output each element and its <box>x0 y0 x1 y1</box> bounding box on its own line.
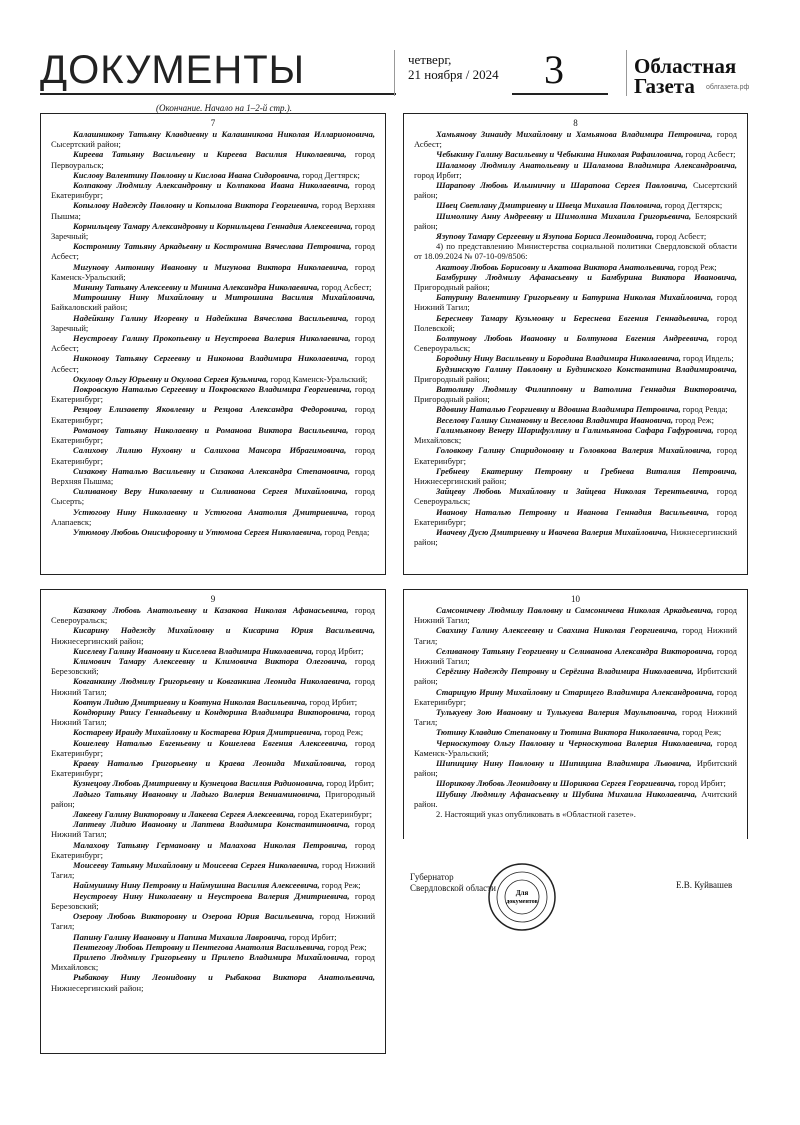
list-item <box>51 697 375 707</box>
page-section-number: 9 <box>210 594 216 604</box>
recipient-names: Копылову Надежду Павловну и Копылова Виктора Георгиевича, <box>73 200 320 211</box>
location: город Екатеринбург; <box>51 445 375 466</box>
weekday: четверг, <box>408 52 452 67</box>
signature-block <box>410 872 496 894</box>
recipient-names: Серёгину Надежду Петровну и Серёгина Владимира Николаевича, <box>436 666 694 677</box>
recipient-names: Язупову Тамару Сергеевну и Язупова Бориса Леонидовича, <box>436 231 655 242</box>
list-item <box>414 180 737 200</box>
location: город Реж; <box>322 727 364 738</box>
location: город Березовский; <box>51 890 375 911</box>
location: город Березовский; <box>51 656 375 677</box>
location: Нижнесергинский район; <box>51 982 144 993</box>
location: город Екатеринбург; <box>51 839 376 860</box>
list-item <box>51 445 375 465</box>
location: город Екатеринбург; <box>414 686 737 707</box>
location: город Ирбит; <box>313 645 364 656</box>
list-item <box>414 149 737 159</box>
location: город Верхняя Пышма; <box>51 200 375 221</box>
date: 21 ноября / 2024 <box>408 67 499 82</box>
recipient-names: Пентегову Любовь Петровну и Пентегова Анатолия Васильевича, <box>73 941 326 952</box>
list-item <box>414 404 737 414</box>
location: город Асбест; <box>51 353 375 374</box>
section-title: ДОКУМЕНТЫ <box>40 48 306 92</box>
recipient-names: Бородину Нину Васильевну и Бородина Владимира Николаевича, <box>436 353 681 364</box>
location: Пригородный район; <box>51 788 375 809</box>
recipient-names: Калашникову Татьяну Клавдиевну и Калашникова Николая Илларионовича, <box>73 129 375 139</box>
page-section-number: 7 <box>210 118 216 128</box>
page-number-underline <box>512 93 608 95</box>
list-item <box>51 384 375 404</box>
location: Сысертский район; <box>414 180 737 201</box>
document-page-7 <box>40 113 386 575</box>
recipient-names: Наймушину Нину Петровну и Наймушина Василия Алексеевича, <box>73 880 320 891</box>
location: город Нижний Тагил; <box>51 860 376 881</box>
list-item <box>414 727 737 737</box>
continuation-note: (Окончание. Начало на 1–2-й стр.). <box>156 103 292 113</box>
recipient-names: Шубину Людмилу Афанасьевну и Шубина Михаила Николаевича, <box>436 788 697 799</box>
recipient-names: Мигунову Антонину Ивановну и Мигунова Виктора Николаевича, <box>73 261 349 272</box>
list-item <box>414 486 737 506</box>
list-item <box>51 727 375 737</box>
location: город Реж; <box>680 727 722 738</box>
recipient-names: Шорикову Любовь Леонидовну и Шорикова Сергея Георгиевича, <box>436 778 677 789</box>
recipient-names: Свахину Галину Алексеевну и Свахина Николая Георгиевича, <box>436 625 678 636</box>
divider <box>394 50 395 96</box>
svg-text:документов: документов <box>506 899 538 905</box>
recipient-names: Гребневу Екатерину Петровну и Гребнева Виталия Петровича, <box>436 465 737 476</box>
recipient-names: Шипицину Нину Павловну и Шипицина Владимира Львовича, <box>436 758 692 769</box>
location: город Алапаевск; <box>51 506 375 527</box>
list-item <box>414 809 737 819</box>
list-item <box>51 911 375 931</box>
list-item <box>51 932 375 942</box>
recipient-names: Самсоничеву Людмилу Павловну и Самсоничева Николая Аркадьевича, <box>436 605 714 615</box>
recipient-names: Резцову Елизавету Яковлевну и Резцова Александра Федоровича, <box>73 404 348 415</box>
list-item <box>51 241 375 261</box>
location: город Нижний Тагил; <box>414 645 737 667</box>
list-item <box>414 160 737 180</box>
recipient-names: Будзинскую Галину Павловну и Будзинского Константина Владимировича, <box>436 363 737 374</box>
list-item <box>414 129 737 149</box>
recipient-names: Ладыго Татьяну Ивановну и Ладыго Валерия Вениаминовича, <box>73 788 321 799</box>
title-underline <box>40 93 396 95</box>
list-item <box>51 221 375 241</box>
recipient-names: Селиванову Татьяну Георгиевну и Селиванова Александра Викторовича, <box>436 645 714 656</box>
list-item <box>51 353 375 373</box>
location: город Реж; <box>675 261 717 272</box>
recipient-names: Тютину Клавдию Степановну и Тютина Виктора Николаевича, <box>436 727 681 738</box>
location: Нижнесергинский район; <box>414 526 738 548</box>
list-item <box>51 809 375 819</box>
recipient-names: Тулькуеву Зою Ивановну и Тулькуева Валерия Маультовича, <box>436 707 678 718</box>
list-item <box>414 313 737 333</box>
recipient-names: Корнильцеву Тамару Александровну и Корнильцева Геннадия Алексеевича, <box>73 220 353 231</box>
recipient-names: Старицую Ирину Михайловну и Старицего Владимира Александровича, <box>436 686 715 697</box>
location: город Михайловск; <box>414 424 737 446</box>
signer-role: Губернатор <box>410 872 454 882</box>
recipient-names: Неустроеву Нину Николаевну и Неустроева Валерия Дмитриевича, <box>73 890 350 901</box>
recipient-names: Озерову Любовь Викторовну и Озерова Юрия Васильевича, <box>73 911 315 922</box>
list-item <box>51 840 375 860</box>
recipient-names: Утюмову Любовь Онисифоровну и Утюмова Сергея Николаевича, <box>73 526 323 537</box>
recipient-names: Вдовину Наталью Георгиевну и Вдовина Владимира Петровича, <box>436 404 681 415</box>
list-item <box>414 687 737 707</box>
recipient-names: Краеву Наталью Григорьевну и Краева Леонида Михайловича, <box>73 758 347 769</box>
recipient-names: Костромину Татьяну Аркадьевну и Костромина Вячеслава Петровича, <box>73 241 352 252</box>
location: город Ирбит; <box>414 169 462 180</box>
page-section-number: 8 <box>573 118 578 128</box>
list-item <box>414 425 737 445</box>
list-item <box>51 262 375 282</box>
recipient-names: Кошелеву Наталью Евгеньевну и Кошелева Евгения Алексеевича, <box>73 737 348 748</box>
recipient-names: Салихову Лилию Нуховну и Салихова Мансора Ибрагимовича, <box>73 445 347 456</box>
list-item <box>51 758 375 778</box>
list-item <box>414 262 737 272</box>
list-item <box>414 384 737 404</box>
list-item <box>414 200 737 210</box>
location: Ирбитский район; <box>414 666 737 687</box>
location: город Полевской; <box>414 312 737 333</box>
recipient-names: Минину Татьяну Алексеевну и Минина Александра Николаевича, <box>73 282 320 293</box>
location: город Ревда; <box>680 404 728 415</box>
recipient-names: Иванову Наталью Петровну и Иванова Геннадия Васильевича, <box>436 506 710 517</box>
list-item <box>51 789 375 809</box>
list-item <box>414 507 737 527</box>
recipient-names: Окулову Ольгу Юрьевну и Окулова Сергея Кузьмича, <box>73 373 269 384</box>
location: город Екатеринбург; <box>51 404 375 425</box>
list-item <box>51 942 375 952</box>
recipient-names: Шимолину Анну Андреевну и Шимолина Михаила Григорьевича, <box>436 210 692 221</box>
location: город Сысерть; <box>51 486 375 507</box>
document-page-9 <box>40 589 386 1054</box>
location: город Североуральск; <box>51 605 375 626</box>
location: город Екатеринбург; <box>51 758 375 779</box>
location: 4) по представлению Министерства социальной политики Свердловской области от 18.09.2024 № 07-10-09/8506: <box>414 241 737 262</box>
recipient-names: Никонову Татьяну Сергеевну и Никонова Владимира Николаевича, <box>73 353 349 364</box>
list-item <box>414 364 737 384</box>
list-item <box>51 200 375 220</box>
recipient-names: Климович Тамару Алексеевну и Климовича Виктора Олеговича, <box>73 656 348 667</box>
list-item <box>414 241 737 261</box>
recipient-names: Неустроеву Галину Прокопьевну и Неустроева Валерия Николаевича, <box>73 333 351 344</box>
list-item <box>51 676 375 696</box>
list-item <box>51 129 375 149</box>
location: город Асбест; <box>319 282 372 293</box>
recipient-names: Романову Татьяну Николаевну и Романова Виктора Васильевича, <box>73 424 349 435</box>
location: город Каменск-Уральский; <box>414 737 737 758</box>
recipient-names: Кузнецову Любовь Дмитриевну и Кузнецова Василия Радионовича, <box>73 778 325 789</box>
page-section-number: 10 <box>571 594 580 604</box>
location: город Реж; <box>325 941 367 952</box>
brand-line-1: Областная <box>634 54 737 78</box>
list-item <box>414 292 737 312</box>
location: город Асбест; <box>51 333 375 354</box>
location: город Асбест; <box>683 149 736 160</box>
list-item <box>414 625 737 645</box>
list-item <box>51 605 375 625</box>
recipient-names: Киреева Татьяну Васильевну и Киреева Василия Николаевича, <box>73 149 347 160</box>
location: город Екатеринбург; <box>414 506 737 527</box>
signer-region: Свердловской области <box>410 883 496 893</box>
location: город Ирбит; <box>676 778 726 789</box>
list-item <box>414 778 737 788</box>
location: Ирбитский район; <box>414 758 737 779</box>
list-item <box>51 880 375 890</box>
location: город Нижний Тагил; <box>51 911 375 932</box>
list-item <box>414 466 737 486</box>
recipient-names: Кондюрину Раису Геннадьевну и Кондюрина Владимира Викторовича, <box>73 707 351 718</box>
location: город Ирбит; <box>307 696 358 707</box>
recipient-names: Зайцеву Любовь Михайловну и Зайцева Николая Терентьевича, <box>436 486 709 497</box>
recipient-names: Колпакову Людмилу Александровну и Колпакова Ивана Николаевича, <box>73 180 350 191</box>
signer-name: Е.В. Куйвашев <box>676 880 733 890</box>
recipient-names: Малахову Татьяну Германовну и Малахова Николая Петровича, <box>73 839 348 850</box>
recipient-names: Чебыкину Галину Васильевну и Чебыкина Николая Рафаиловича, <box>436 149 684 160</box>
recipient-names: Митрошину Нину Михайловну и Митрошина Василия Михайловича, <box>73 292 375 303</box>
list-item <box>51 466 375 486</box>
location: город Асбест; <box>414 129 738 150</box>
recipient-names: Черноскутову Ольгу Павловну и Черноскутова Валерия Николаевича, <box>436 737 713 748</box>
location: город Екатеринбург; <box>51 180 375 201</box>
issue-date <box>408 52 499 82</box>
location: город Асбест; <box>654 231 707 242</box>
seal-text: Для <box>515 889 529 897</box>
recipient-names: Покровскую Наталью Сергеевну и Покровского Владимира Георгиевича, <box>73 384 352 395</box>
location: Нижнесергинский район; <box>51 635 144 646</box>
location: город Нижний Тагил; <box>414 292 737 313</box>
location: город Заречный; <box>51 220 375 242</box>
divider <box>626 50 627 96</box>
recipient-names: Устюгову Нину Николаевну и Устюгова Анатолия Дмитриевича, <box>73 506 349 517</box>
location: город Заречный; <box>51 312 375 333</box>
list-item <box>51 374 375 384</box>
location: город Асбест; <box>51 241 375 262</box>
list-item <box>414 415 737 425</box>
recipient-names: Швец Светлану Дмитриевну и Швеца Михаила Павловича, <box>436 200 663 211</box>
page-number: 3 <box>544 47 564 92</box>
location: город Североуральск; <box>414 486 738 507</box>
list-item <box>51 891 375 911</box>
list-item <box>51 180 375 200</box>
recipient-names: Хамьянову Зинаиду Михайловну и Хамьянова Владимира Петровича, <box>436 129 713 139</box>
location: город Екатеринбург; <box>414 445 738 466</box>
recipient-names: Киселеву Галину Ивановну и Киселева Владимира Николаевича, <box>73 645 314 656</box>
location: город Верхняя Пышма; <box>51 465 375 486</box>
location: город Нижний Тагил; <box>414 605 737 626</box>
list-item <box>51 425 375 445</box>
recipient-names: Головкову Галину Спиридоновну и Головкова Валерия Михайловича, <box>436 445 712 456</box>
location: город Ревда; <box>322 526 370 537</box>
list-item <box>414 445 737 465</box>
location: Пригородный район; <box>414 394 490 405</box>
recipient-names: Болтунову Любовь Ивановну и Болтунова Евгения Андреевича, <box>436 333 710 344</box>
list-item <box>51 952 375 972</box>
list-item <box>51 404 375 424</box>
list-item <box>414 527 737 547</box>
recipient-names: Лакееву Галину Викторовну и Лакеева Сергея Алексеевича, <box>73 809 296 820</box>
location: город Североуральск; <box>414 333 737 354</box>
recipient-names: Акатову Любовь Борисовну и Акатова Виктора Анатольевича, <box>436 261 676 272</box>
location: Ачитский район. <box>414 788 738 809</box>
list-item <box>414 605 737 625</box>
list-item <box>51 860 375 880</box>
list-item <box>51 292 375 312</box>
location: город Первоуральск; <box>51 149 375 170</box>
official-seal <box>487 862 557 932</box>
recipient-names: Ватолину Людмилу Филипповну и Ватолина Геннадия Викторовича, <box>436 384 737 395</box>
list-item <box>51 527 375 537</box>
recipient-names: Костареву Ираиду Михайловну и Костарева Юрия Дмитриевича, <box>73 727 323 738</box>
location: город Нижний Тагил; <box>414 625 737 646</box>
location: Сысертский район; <box>51 139 121 150</box>
list-item <box>51 707 375 727</box>
location: город Дегтярск; <box>300 169 360 180</box>
location: город Михайловск; <box>51 951 375 973</box>
list-item <box>51 149 375 169</box>
location: Белоярский район; <box>414 210 737 231</box>
list-item <box>414 211 737 231</box>
location: 2. Настоящий указ опубликовать в «Областной газете». <box>436 809 636 820</box>
list-item <box>51 738 375 758</box>
recipient-names: Галимьянову Венеру Шарифуллину и Галимьянова Сафара Гафуровича, <box>436 424 714 435</box>
list-item <box>414 333 737 353</box>
list-item <box>51 282 375 292</box>
location: город Нижний Тагил; <box>51 819 375 840</box>
recipient-names: Надейкину Галину Игоревну и Надейкина Вячеслава Васильевича, <box>73 312 349 323</box>
recipient-names: Кисарину Надежду Михайловну и Кисарина Юрия Васильевича, <box>73 625 375 636</box>
brand-url: облгазета.рф <box>706 84 750 91</box>
recipient-names: Ковганкину Людмилу Григорьевну и Ковганкина Леонида Николаевича, <box>73 676 351 687</box>
recipient-names: Ивачеву Дусю Дмитриевну и Ивачева Валерия Михайловича, <box>436 526 669 537</box>
recipient-names: Силиванову Веру Николаевну и Силиванова Сергея Михайловича, <box>73 486 348 497</box>
location: город Реж; <box>673 414 715 425</box>
list-item <box>51 486 375 506</box>
location: город Нижний Тагил; <box>414 707 737 728</box>
list-item <box>51 819 375 839</box>
list-item <box>51 507 375 527</box>
list-item <box>414 758 737 778</box>
recipient-names: Ковтун Лидию Дмитриевну и Ковтуна Николая Васильевича, <box>73 696 308 707</box>
list-item <box>51 656 375 676</box>
recipient-names: Веселову Галину Симановну и Веселова Владимира Ивановича, <box>436 414 674 425</box>
list-item <box>414 738 737 758</box>
location: город Нижний Тагил; <box>51 676 376 697</box>
recipient-names: Кислову Валентину Павловну и Кислова Ивана Сидоровича, <box>73 169 301 180</box>
location: город Реж; <box>319 880 361 891</box>
location: Пригородный район; <box>414 282 490 293</box>
recipient-names: Бамбурину Людмилу Афанасьевну и Бамбурина Виктора Ивановича, <box>436 271 737 282</box>
recipient-names: Моисееву Татьяну Михайловну и Моисеева Сергея Николаевича, <box>73 860 320 871</box>
recipient-names: Шарапову Любовь Ильиничну и Шарапова Сергея Павловича, <box>436 180 688 191</box>
location: город Екатеринбург; <box>295 809 372 820</box>
list-item <box>414 272 737 292</box>
recipient-names: Рыбакову Нину Леонидовну и Рыбакова Виктора Анатольевича, <box>73 972 375 983</box>
recipient-names: Казакову Любовь Анатольевну и Казакова Николая Афанасьевича, <box>73 605 349 615</box>
list-item <box>414 231 737 241</box>
location: Байкаловский район; <box>51 302 128 313</box>
document-page-8 <box>403 113 748 575</box>
recipient-names: Лаптеву Лидию Ивановну и Лаптева Владимира Константиновича, <box>73 819 351 830</box>
location: город Дегтярск; <box>662 200 723 211</box>
location: Пригородный район; <box>414 373 490 384</box>
location: Нижнесергинский район; <box>414 475 507 486</box>
location: город Нижний Тагил; <box>51 707 375 728</box>
list-item <box>51 778 375 788</box>
list-item <box>51 646 375 656</box>
list-item <box>414 646 737 666</box>
list-item <box>51 625 375 645</box>
brand-line-2: Газета <box>634 74 695 98</box>
recipient-names: Папину Галину Ивановну и Папина Михаила Лавровича, <box>73 931 287 942</box>
document-page-10 <box>403 589 748 839</box>
location: город Екатеринбург; <box>51 737 375 758</box>
list-item <box>414 789 737 809</box>
recipient-names: Бересневу Тамару Кузьмовну и Береснева Евгения Геннадьевича, <box>436 312 710 323</box>
list-item <box>51 170 375 180</box>
location: город Каменск-Уральский; <box>51 261 375 282</box>
location: город Екатеринбург; <box>51 424 375 446</box>
recipient-names: Шаламову Людмилу Анатольевну и Шаламова Владимира Александровича, <box>436 159 737 170</box>
location: город Ивдель; <box>680 353 734 364</box>
list-item <box>51 313 375 333</box>
location: город Ирбит; <box>324 778 374 789</box>
recipient-names: Сизакову Наталью Васильевну и Сизакова Александра Степановича, <box>73 465 351 476</box>
location: город Каменск-Уральский; <box>268 373 368 384</box>
recipient-names: Батурину Валентину Григорьевну и Батурина Николая Михайловича, <box>436 292 713 303</box>
list-item <box>414 707 737 727</box>
list-item <box>414 353 737 363</box>
recipient-names: Прилепо Людмилу Григорьевну и Прилепо Владимира Михайловича, <box>73 951 350 962</box>
masthead <box>0 0 800 110</box>
list-item <box>51 972 375 992</box>
list-item <box>414 666 737 686</box>
location: город Екатеринбург; <box>51 384 375 405</box>
list-item <box>51 333 375 353</box>
location: город Ирбит; <box>286 931 337 942</box>
